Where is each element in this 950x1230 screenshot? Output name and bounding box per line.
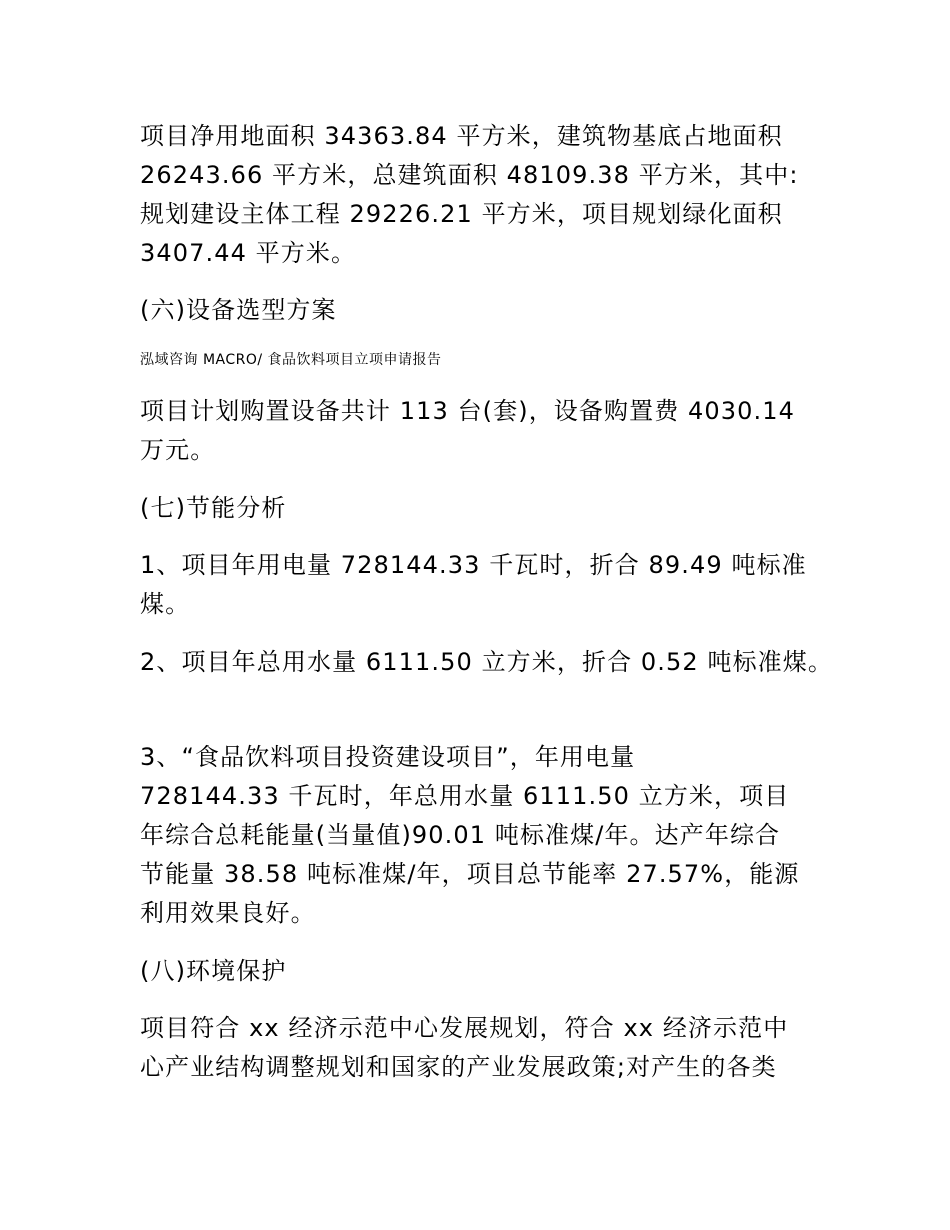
running-header: 泓域咨询 MACRO/ 食品饮料项目立项申请报告 (140, 352, 442, 368)
section-heading-equipment: (六)设备选型方案 (140, 296, 337, 324)
paragraph-energy-3-line-4: 节能量 38.58 吨标准煤/年，项目总节能率 27.57%，能源 (140, 860, 800, 888)
paragraph-land-area-line-4: 3407.44 平方米。 (140, 239, 357, 267)
paragraph-environment-line-2: 心产业结构调整规划和国家的产业发展政策;对产生的各类 (140, 1053, 777, 1081)
paragraph-energy-3-line-5: 利用效果良好。 (140, 899, 316, 927)
paragraph-land-area-line-3: 规划建设主体工程 29226.21 平方米，项目规划绿化面积 (140, 200, 783, 228)
section-heading-environment: (八)环境保护 (140, 957, 287, 985)
paragraph-energy-1-line-1: 1、项目年用电量 728144.33 千瓦时，折合 89.49 吨标准 (140, 551, 807, 579)
paragraph-equipment-line-1: 项目计划购置设备共计 113 台(套)，设备购置费 4030.14 (140, 397, 795, 425)
paragraph-energy-1-line-2: 煤。 (140, 590, 191, 618)
paragraph-energy-3-line-3: 年综合总耗能量(当量值)90.01 吨标准煤/年。达产年综合 (140, 821, 781, 849)
section-heading-energy: (七)节能分析 (140, 494, 287, 522)
paragraph-land-area-line-1: 项目净用地面积 34363.84 平方米，建筑物基底占地面积 (140, 122, 783, 150)
paragraph-land-area-line-2: 26243.66 平方米，总建筑面积 48109.38 平方米，其中: (140, 161, 799, 189)
paragraph-energy-3-line-1: 3、“食品饮料项目投资建设项目”，年用电量 (140, 743, 636, 771)
paragraph-environment-line-1: 项目符合 xx 经济示范中心发展规划，符合 xx 经济示范中 (140, 1014, 789, 1042)
paragraph-equipment-line-2: 万元。 (140, 436, 216, 464)
paragraph-energy-2: 2、项目年总用水量 6111.50 立方米，折合 0.52 吨标准煤。 (140, 648, 833, 676)
paragraph-energy-3-line-2: 728144.33 千瓦时，年总用水量 6111.50 立方米，项目 (140, 782, 790, 810)
